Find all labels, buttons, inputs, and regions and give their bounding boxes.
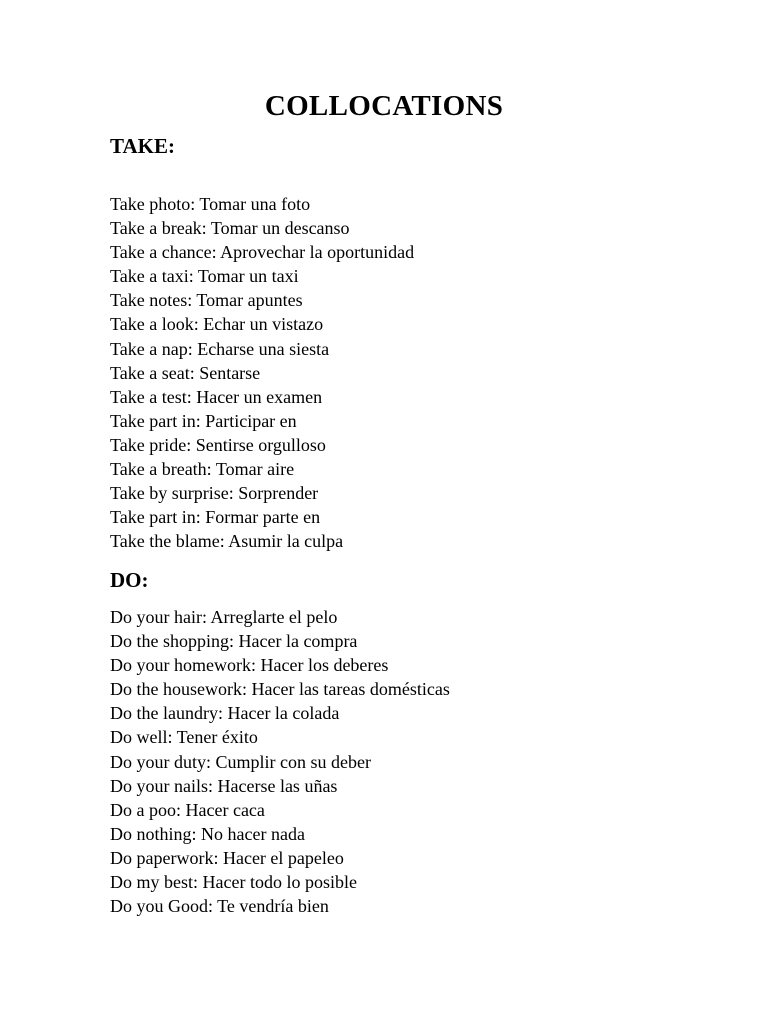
collocation-entry: Do my best: Hacer todo lo posible [110,872,357,893]
collocation-entry: Take the blame: Asumir la culpa [110,531,344,552]
collocation-entry: Do your hair: Arreglarte el pelo [110,607,338,627]
collocation-entry: Do well: Tener éxito [110,727,258,748]
collocation-entry: Take a seat: Sentarse [110,362,261,383]
collocation-entry: Do the laundry: Hacer la colada [110,703,340,724]
section-heading-take: TAKE: [110,134,175,158]
collocation-entry: Do a poo: Hacer caca [110,799,265,820]
collocation-entry: Do the housework: Hacer las tareas domésticas [110,679,450,700]
collocation-entry: Do your homework: Hacer los deberes [110,655,389,676]
section-do [110,567,670,918]
collocation-entry: Do the shopping: Hacer la compra [110,631,358,652]
collocation-entry: Take part in: Participar en [110,410,297,431]
collocation-entry: Do paperwork: Hacer el papeleo [110,847,344,868]
collocation-entry: Take a breath: Tomar aire [110,459,295,480]
collocation-entry: Take notes: Tomar apuntes [110,290,303,311]
collocation-entry: Take a chance: Aprovechar la oportunidad [110,242,415,263]
collocation-entry: Take a look: Echar un vistazo [110,314,324,335]
collocation-entry: Take pride: Sentirse orgulloso [110,434,326,455]
collocation-entry: Take a nap: Echarse una siesta [110,338,330,359]
collocation-entry: Take part in: Formar parte en [110,507,321,528]
collocation-entry: Do your nails: Hacerse las uñas [110,775,338,796]
collocation-entry: Do you Good: Te vendría bien [110,896,329,917]
section-heading-do: DO: [110,568,149,592]
collocation-list-do [110,605,670,918]
section-take [110,133,670,553]
page-title: COLLOCATIONS [264,90,504,122]
collocation-entry: Take a taxi: Tomar un taxi [110,266,299,287]
collocation-entry: Take a test: Hacer un examen [110,386,323,407]
collocation-entry: Do nothing: No hacer nada [110,823,305,844]
collocation-list-take [110,192,670,553]
collocation-entry: Take photo: Tomar una foto [110,194,311,214]
collocation-entry: Do your duty: Cumplir con su deber [110,751,371,772]
collocation-entry: Take by surprise: Sorprender [110,483,319,504]
collocation-entry: Take a break: Tomar un descanso [110,218,350,239]
